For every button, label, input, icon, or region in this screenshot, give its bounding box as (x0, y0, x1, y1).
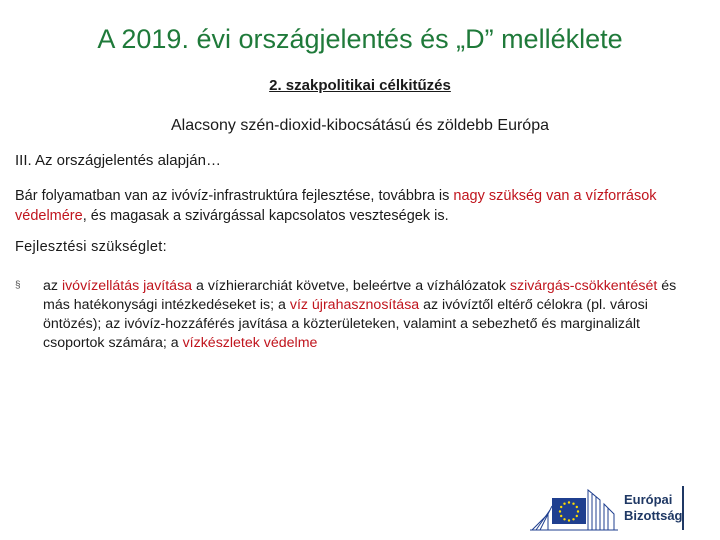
list-item (15, 277, 705, 353)
logo-divider (682, 486, 684, 530)
bullet-text-part: az (43, 278, 62, 294)
paragraph-highlight: nagy szükség van a vízforrások védelmére (15, 188, 657, 224)
logo-line: Európai (624, 492, 673, 507)
objective-heading: Alacsony szén-dioxid-kibocsátású és zöldebb Európa (171, 117, 549, 134)
logo-line: Bizottság (624, 508, 683, 523)
bullet-highlight: ivóvízellátás javítása (61, 278, 193, 294)
section-label: III. Az országjelentés alapján… (15, 152, 221, 169)
bullet-highlight: víz újrahasznosítása (289, 297, 420, 313)
report-paragraph (15, 186, 705, 226)
needs-label: Fejlesztési szükséglet: (15, 239, 167, 255)
bullet-text-part: a vízhierarchiát követve, beleértve a vízhálózatok (192, 278, 510, 294)
paragraph-text: , és magasak a szivárgással kapcsolatos veszteségek is. (82, 208, 449, 224)
bullet-text (43, 277, 705, 353)
bullet-highlight: szivárgás-csökkentését (509, 278, 658, 294)
european-commission-logo (528, 484, 708, 532)
page-title: A 2019. évi országjelentés és „D” melléklete (97, 24, 623, 54)
eu-flag-building-icon (528, 484, 620, 532)
paragraph-text: Bár folyamatban van az ivóvíz-infrastruktúra fejlesztése, továbbra is (15, 188, 454, 204)
bullet-highlight: vízkészletek védelme (182, 335, 318, 351)
bullet-text-part: és más hatékonysági intézkedéseket is; a (43, 278, 677, 313)
bullet-marker: § (15, 280, 21, 291)
objective-subtitle: 2. szakpolitikai célkitűzés (269, 77, 451, 94)
logo-text (624, 492, 683, 524)
bullet-text-part: az ivóvíztől eltérő célokra (pl. városi öntözés); az ivóvíz-hozzáférés javítása a közterületeken, valamint a sebezhető és marginalizált csoportok számára; a (43, 297, 648, 351)
